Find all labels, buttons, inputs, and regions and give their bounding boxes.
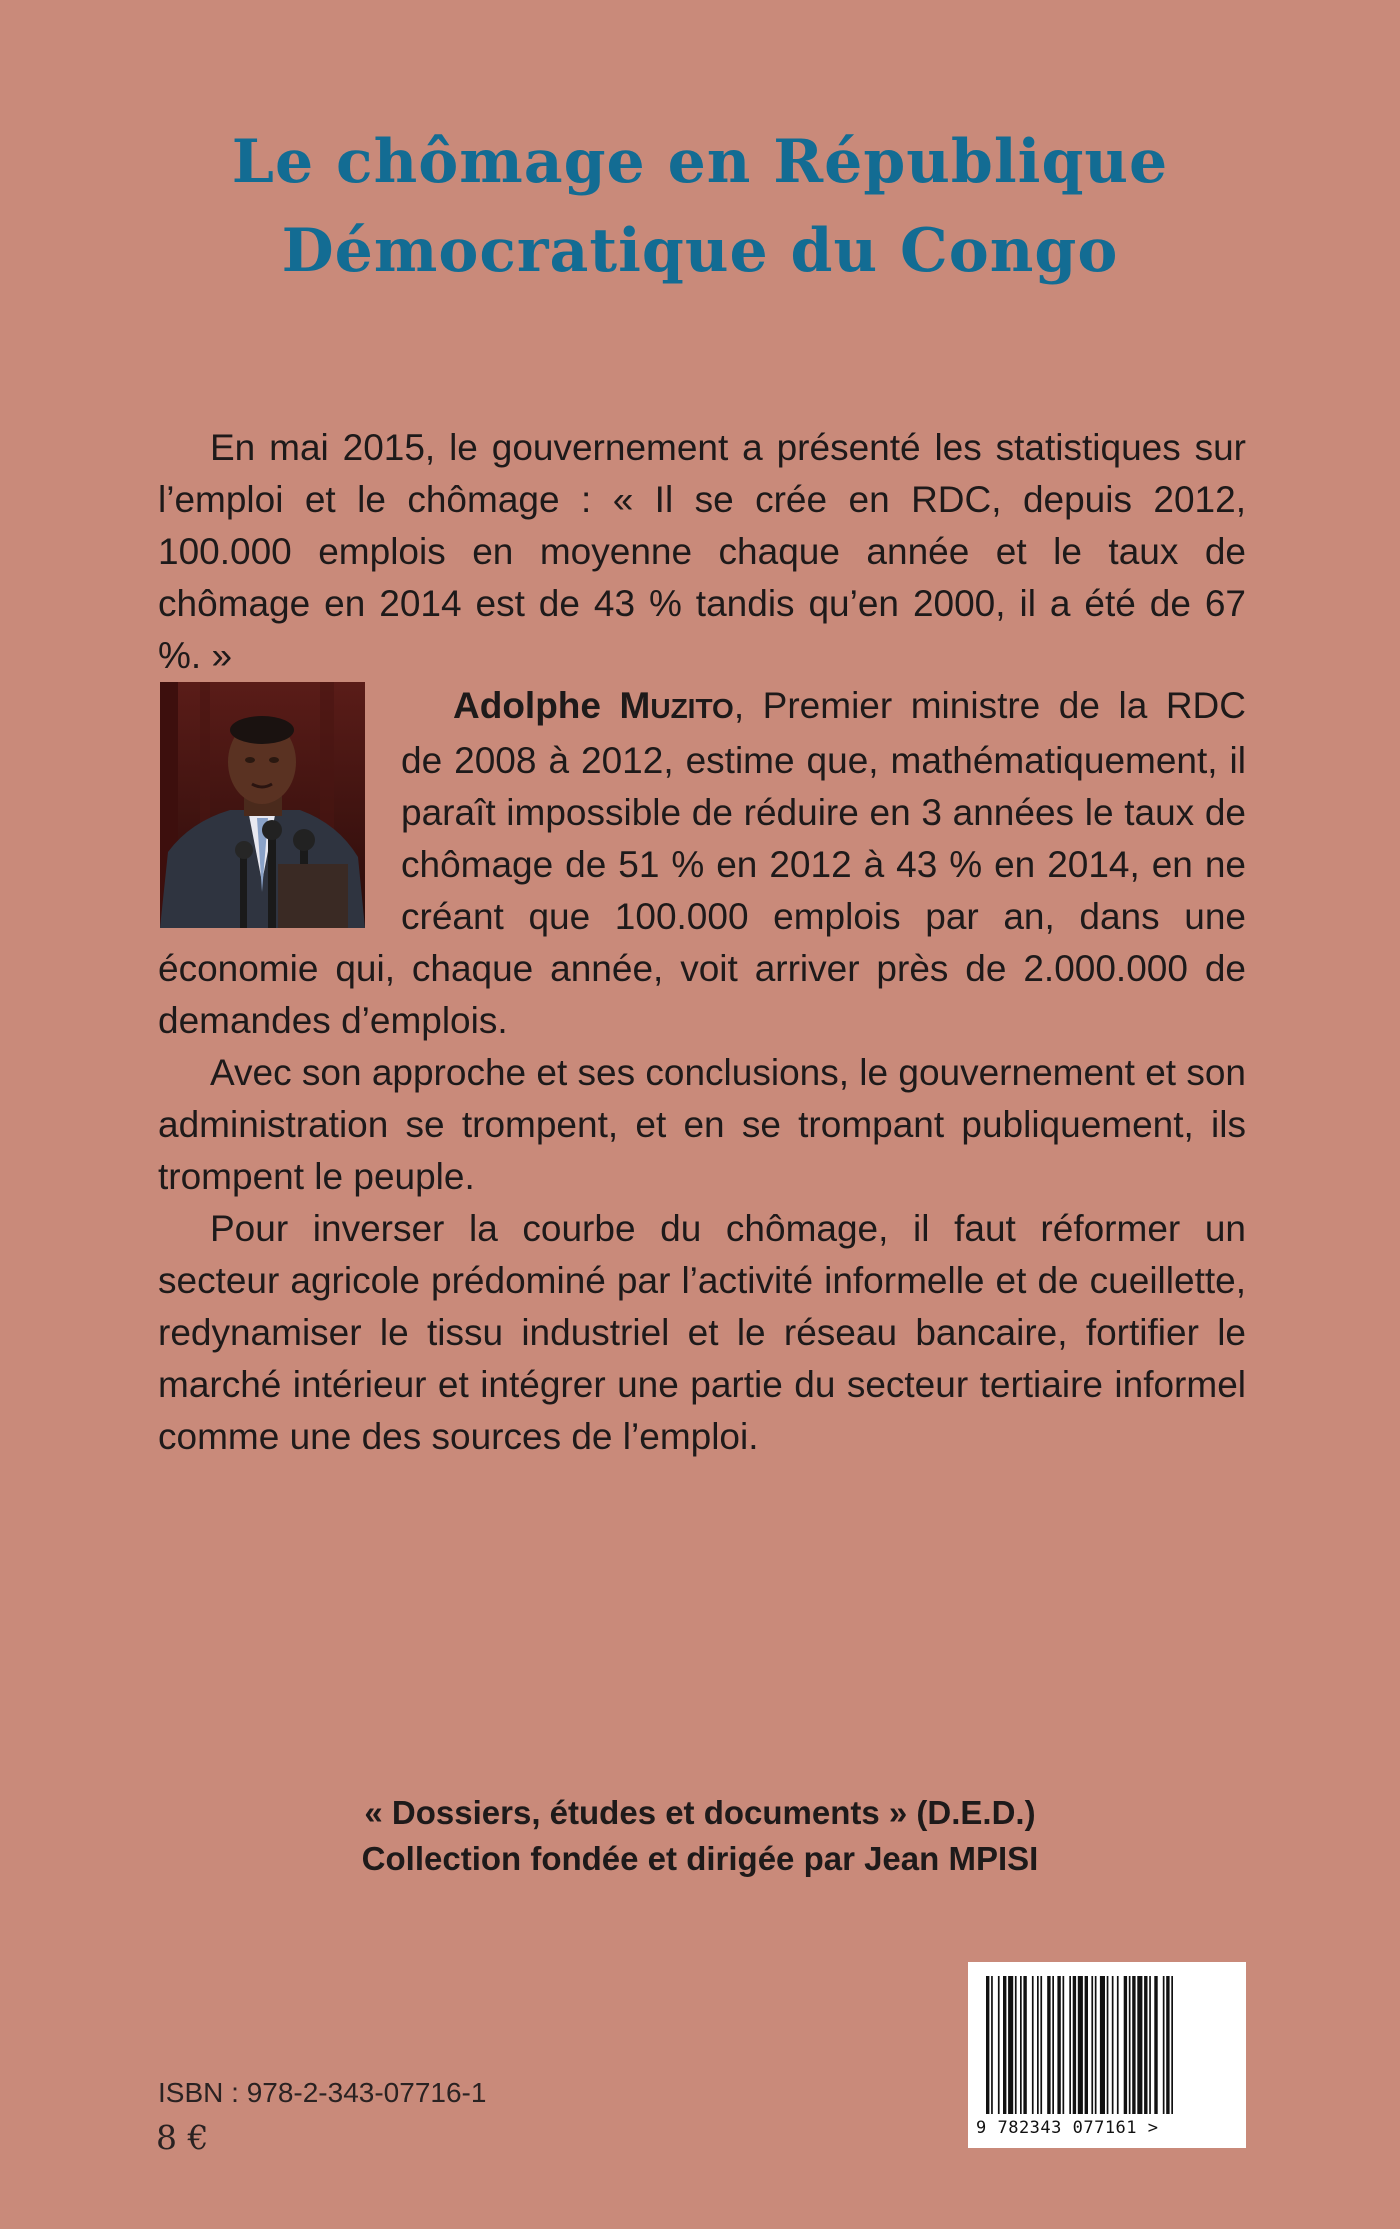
barcode-bar: [1032, 1976, 1034, 2114]
barcode-bar: [1063, 1976, 1065, 2114]
paragraph-2: Avec son approche et ses conclusions, le gouvernement et son administration se trompent, et en se trompant publiquement, ils trompent le peuple.: [158, 1052, 1246, 1197]
barcode-bar: [1052, 1976, 1054, 2114]
barcode-bar: [1040, 1976, 1042, 2114]
barcode-bar: [1129, 1976, 1131, 2114]
barcode-bar: [1023, 1976, 1026, 2114]
barcode-bar: [991, 1976, 993, 2114]
barcode-bar: [1057, 1976, 1060, 2114]
barcode-bar: [1137, 1976, 1142, 2114]
barcode-bar: [1095, 1976, 1097, 2114]
barcode-bar: [1100, 1976, 1105, 2114]
barcode-bar: [1144, 1976, 1147, 2114]
barcode: [968, 1962, 1246, 2148]
intro-paragraph-block: [158, 422, 1246, 682]
barcode-bar: [1166, 1976, 1169, 2114]
barcode-bar: [1171, 1976, 1173, 2114]
barcode-bar: [1124, 1976, 1127, 2114]
barcode-bar: [998, 1976, 1000, 2114]
author-text: , Premier ministre de la RDC de 2008 à 2012, estime que, mathématiquement, il paraît impossible de réduire en 3 années le taux de chômage de 51 % en 2012 à 43 % en 2014, en ne créant que 100.000 emplois par an, dans une économie qui, chaque année, voit arriver près de 2.000.000 de demandes d’emplois.: [158, 685, 1246, 1041]
barcode-bar: [1117, 1976, 1119, 2114]
barcode-bar: [1091, 1976, 1093, 2114]
author-last-rest: UZITO: [650, 693, 734, 724]
paragraph-3: Pour inverser la courbe du chômage, il faut réformer un secteur agricole prédominé par l’activité informelle et de cueillette, redynamiser le tissu industriel et le réseau bancaire, fortifier le marché intérieur et intégrer une partie du secteur tertiaire informel comme une des sources de l’emploi.: [158, 1208, 1246, 1457]
author-section: [158, 680, 1246, 1463]
barcode-bar: [1069, 1976, 1071, 2114]
barcode-bar: [1008, 1976, 1013, 2114]
barcode-bar: [1163, 1976, 1165, 2114]
barcode-bar: [1078, 1976, 1083, 2114]
book-title: [0, 118, 1400, 296]
price-text: 8 €: [156, 2118, 209, 2157]
barcode-bar: [1073, 1976, 1076, 2114]
barcode-bar: [1107, 1976, 1109, 2114]
barcode-bar: [986, 1976, 989, 2114]
barcode-bar: [1149, 1976, 1151, 2114]
barcode-bar: [1047, 1976, 1050, 2114]
collection-line-1: « Dossiers, études et documents » (D.E.D.): [364, 1794, 1036, 1831]
author-first-name: Adolphe: [453, 685, 601, 726]
intro-paragraph: En mai 2015, le gouvernement a présenté les statistiques sur l’emploi et le chômage : « Il se crée en RDC, depuis 2012, 100.000 emplois en moyenne chaque année et le taux de chômage en 2014 est de 43 % tandis qu’en 2000, il a été de 67 %. »: [158, 427, 1246, 676]
barcode-bar: [1015, 1976, 1017, 2114]
barcode-bar: [1037, 1976, 1039, 2114]
title-line-1: Le chômage en République: [231, 127, 1169, 197]
barcode-bar: [1132, 1976, 1135, 2114]
barcode-bar: [1085, 1976, 1088, 2114]
barcode-bar: [1003, 1976, 1006, 2114]
barcode-bar: [1154, 1976, 1157, 2114]
author-photo: [160, 682, 365, 928]
collection-line-2: Collection fondée et dirigée par Jean MPISI: [361, 1840, 1039, 1877]
barcode-bar: [1112, 1976, 1114, 2114]
title-line-2: Démocratique du Congo: [281, 216, 1119, 286]
barcode-digits: 9 782343 077161 >: [976, 2118, 1159, 2138]
isbn-text: ISBN : 978-2-343-07716-1: [158, 2077, 487, 2108]
collection-info: [0, 1790, 1400, 1882]
author-last-initial: M: [619, 685, 651, 726]
barcode-bar: [1020, 1976, 1022, 2114]
author-last-name: [620, 685, 734, 726]
barcode-bars: [982, 1976, 1232, 2116]
